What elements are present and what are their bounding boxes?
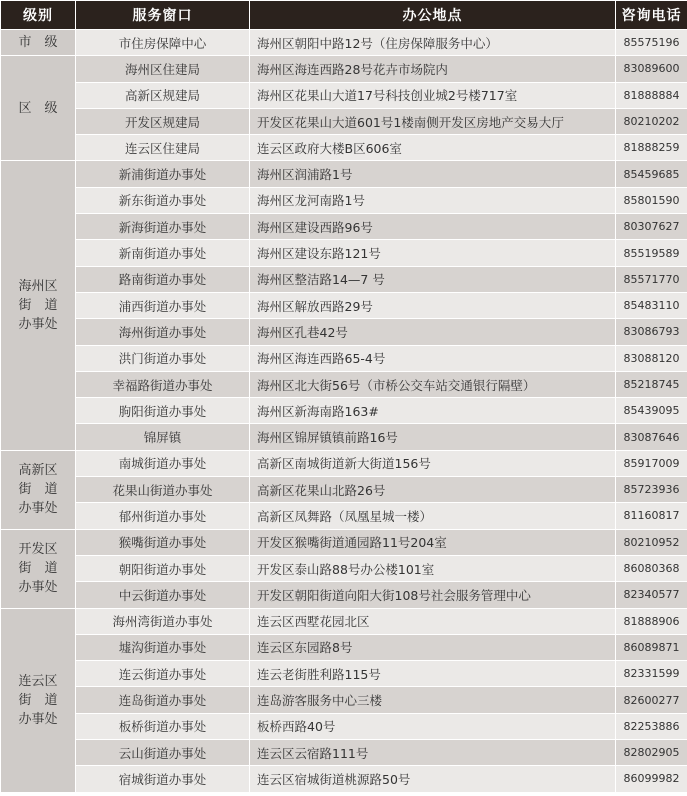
service-window-cell: 连岛街道办事处 xyxy=(76,687,250,713)
service-window-cell: 花果山街道办事处 xyxy=(76,477,250,503)
table-row xyxy=(1,161,687,187)
table-row xyxy=(1,82,687,108)
office-address-cell: 连云区云宿路111号 xyxy=(250,740,616,766)
level-label: 市 级 xyxy=(18,35,58,51)
level-label: 街 道 xyxy=(18,298,58,314)
phone-cell: 81160817 xyxy=(616,503,687,529)
phone-cell: 82331599 xyxy=(616,661,687,687)
table-row xyxy=(1,661,687,687)
office-address-cell: 海州区解放西路29号 xyxy=(250,292,616,318)
service-window-cell: 墟沟街道办事处 xyxy=(76,634,250,660)
phone-cell: 85519589 xyxy=(616,240,687,266)
level-label: 区 级 xyxy=(18,100,58,116)
table-row xyxy=(1,240,687,266)
table-row xyxy=(1,187,687,213)
table-row xyxy=(1,30,687,56)
service-window-cell: 云山街道办事处 xyxy=(76,740,250,766)
office-address-cell: 海州区海连西路28号花卉市场院内 xyxy=(250,56,616,82)
service-window-cell: 浦西街道办事处 xyxy=(76,292,250,318)
office-address-cell: 海州区整洁路14—7 号 xyxy=(250,266,616,292)
phone-cell: 86099982 xyxy=(616,766,687,792)
level-label: 高新区 xyxy=(18,463,58,479)
table-row xyxy=(1,135,687,161)
header-level: 级别 xyxy=(1,1,76,30)
office-address-cell: 海州区朝阳中路12号（住房保障服务中心） xyxy=(250,30,616,56)
table-row xyxy=(1,108,687,134)
office-address-cell: 海州区花果山大道17号科技创业城2号楼717室 xyxy=(250,82,616,108)
office-address-cell: 连岛游客服务中心三楼 xyxy=(250,687,616,713)
service-window-cell: 南城街道办事处 xyxy=(76,450,250,476)
phone-cell: 85483110 xyxy=(616,292,687,318)
phone-cell: 81888906 xyxy=(616,608,687,634)
phone-cell: 86080368 xyxy=(616,555,687,581)
phone-cell: 81888884 xyxy=(616,82,687,108)
office-address-cell: 海州区建设东路121号 xyxy=(250,240,616,266)
header-phone: 咨询电话 xyxy=(616,1,687,30)
office-address-cell: 高新区凤舞路（凤凰星城一楼） xyxy=(250,503,616,529)
office-address-cell: 板桥西路40号 xyxy=(250,713,616,739)
office-address-cell: 海州区建设西路96号 xyxy=(250,214,616,240)
level-label: 街 道 xyxy=(18,692,58,708)
phone-cell: 85571770 xyxy=(616,266,687,292)
phone-cell: 85917009 xyxy=(616,450,687,476)
office-address-cell: 海州区龙河南路1号 xyxy=(250,187,616,213)
level-cell xyxy=(1,30,76,56)
phone-cell: 80210952 xyxy=(616,529,687,555)
office-address-cell: 海州区润浦路1号 xyxy=(250,161,616,187)
service-window-cell: 新浦街道办事处 xyxy=(76,161,250,187)
phone-cell: 85439095 xyxy=(616,398,687,424)
office-address-cell: 高新区南城街道新大街道156号 xyxy=(250,450,616,476)
level-label: 办事处 xyxy=(18,317,58,333)
table-row xyxy=(1,424,687,450)
office-address-cell: 连云区东园路8号 xyxy=(250,634,616,660)
phone-cell: 80210202 xyxy=(616,108,687,134)
office-address-cell: 海州区孔巷42号 xyxy=(250,319,616,345)
service-window-cell: 猴嘴街道办事处 xyxy=(76,529,250,555)
service-window-cell: 郁州街道办事处 xyxy=(76,503,250,529)
table-row xyxy=(1,398,687,424)
level-label: 办事处 xyxy=(18,501,58,517)
phone-cell: 86089871 xyxy=(616,634,687,660)
table-header-row xyxy=(1,1,687,30)
service-window-cell: 开发区规建局 xyxy=(76,108,250,134)
service-window-cell: 海州湾街道办事处 xyxy=(76,608,250,634)
level-label: 街 道 xyxy=(18,482,58,498)
table-row xyxy=(1,555,687,581)
phone-cell: 83088120 xyxy=(616,345,687,371)
service-window-cell: 朝阳街道办事处 xyxy=(76,555,250,581)
phone-cell: 82253886 xyxy=(616,713,687,739)
level-cell xyxy=(1,529,76,608)
table-row xyxy=(1,56,687,82)
table-row xyxy=(1,582,687,608)
table-row xyxy=(1,345,687,371)
phone-cell: 82600277 xyxy=(616,687,687,713)
office-address-cell: 连云区西墅花园北区 xyxy=(250,608,616,634)
table-row xyxy=(1,266,687,292)
table-row xyxy=(1,292,687,318)
service-window-cell: 板桥街道办事处 xyxy=(76,713,250,739)
office-address-cell: 海州区北大街56号（市桥公交车站交通银行隔壁） xyxy=(250,371,616,397)
service-window-cell: 锦屏镇 xyxy=(76,424,250,450)
service-window-cell: 海州区住建局 xyxy=(76,56,250,82)
office-address-cell: 开发区朝阳街道向阳大街108号社会服务管理中心 xyxy=(250,582,616,608)
table-row xyxy=(1,713,687,739)
service-window-cell: 幸福路街道办事处 xyxy=(76,371,250,397)
level-cell xyxy=(1,608,76,792)
header-office-address: 办公地点 xyxy=(250,1,616,30)
table-row xyxy=(1,740,687,766)
service-window-cell: 朐阳街道办事处 xyxy=(76,398,250,424)
phone-cell: 85459685 xyxy=(616,161,687,187)
phone-cell: 83086793 xyxy=(616,319,687,345)
phone-cell: 83087646 xyxy=(616,424,687,450)
service-window-cell: 连云区住建局 xyxy=(76,135,250,161)
service-window-cell: 高新区规建局 xyxy=(76,82,250,108)
office-address-cell: 连云区政府大楼B区606室 xyxy=(250,135,616,161)
header-service-window: 服务窗口 xyxy=(76,1,250,30)
level-label: 办事处 xyxy=(18,711,58,727)
table-row xyxy=(1,214,687,240)
level-cell xyxy=(1,450,76,529)
service-window-cell: 海州街道办事处 xyxy=(76,319,250,345)
office-address-cell: 海州区新海南路163# xyxy=(250,398,616,424)
table-row xyxy=(1,766,687,792)
table-row xyxy=(1,450,687,476)
service-window-cell: 宿城街道办事处 xyxy=(76,766,250,792)
phone-cell: 85218745 xyxy=(616,371,687,397)
office-address-cell: 高新区花果山北路26号 xyxy=(250,477,616,503)
phone-cell: 85575196 xyxy=(616,30,687,56)
service-window-cell: 洪门街道办事处 xyxy=(76,345,250,371)
phone-cell: 85801590 xyxy=(616,187,687,213)
phone-cell: 83089600 xyxy=(616,56,687,82)
level-label: 海州区 xyxy=(18,279,58,295)
level-label: 街 道 xyxy=(18,561,58,577)
table-row xyxy=(1,503,687,529)
office-address-cell: 连云老街胜利路115号 xyxy=(250,661,616,687)
office-address-cell: 开发区猴嘴街道通园路11号204室 xyxy=(250,529,616,555)
office-address-cell: 连云区宿城街道桃源路50号 xyxy=(250,766,616,792)
level-cell xyxy=(1,161,76,450)
table-body xyxy=(1,30,687,793)
office-address-cell: 海州区锦屏镇镇前路16号 xyxy=(250,424,616,450)
level-label: 开发区 xyxy=(18,542,58,558)
table-row xyxy=(1,371,687,397)
table-row xyxy=(1,634,687,660)
table-row xyxy=(1,477,687,503)
office-address-cell: 开发区花果山大道601号1楼南侧开发区房地产交易大厅 xyxy=(250,108,616,134)
level-label: 连云区 xyxy=(18,673,58,689)
service-window-cell: 连云街道办事处 xyxy=(76,661,250,687)
table-row xyxy=(1,608,687,634)
level-cell xyxy=(1,56,76,161)
table-row xyxy=(1,529,687,555)
table-row xyxy=(1,319,687,345)
service-window-cell: 市住房保障中心 xyxy=(76,30,250,56)
phone-cell: 80307627 xyxy=(616,214,687,240)
phone-cell: 82340577 xyxy=(616,582,687,608)
service-window-cell: 新海街道办事处 xyxy=(76,214,250,240)
phone-cell: 81888259 xyxy=(616,135,687,161)
service-window-cell: 路南街道办事处 xyxy=(76,266,250,292)
phone-cell: 85723936 xyxy=(616,477,687,503)
level-label: 办事处 xyxy=(18,580,58,596)
office-address-cell: 开发区泰山路88号办公楼101室 xyxy=(250,555,616,581)
phone-cell: 82802905 xyxy=(616,740,687,766)
office-address-cell: 海州区海连西路65-4号 xyxy=(250,345,616,371)
table-row xyxy=(1,687,687,713)
service-window-cell: 新南街道办事处 xyxy=(76,240,250,266)
service-window-cell: 中云街道办事处 xyxy=(76,582,250,608)
service-window-cell: 新东街道办事处 xyxy=(76,187,250,213)
